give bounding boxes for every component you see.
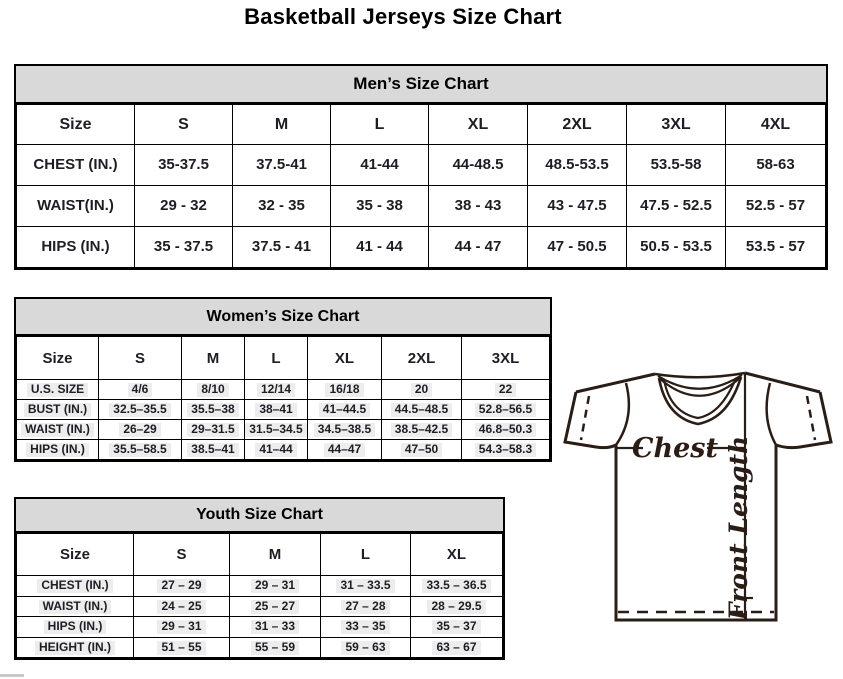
- value-cell: 33.5 – 36.5: [411, 576, 503, 597]
- value-cell: 41 - 44: [331, 227, 429, 268]
- value-cell: 28 – 29.5: [411, 596, 503, 617]
- table-row: [17, 227, 826, 268]
- row-label-cell: WAIST (IN.): [17, 596, 134, 617]
- value-cell: 37.5-41: [233, 145, 331, 186]
- value-cell: 53.5 - 57: [726, 227, 826, 268]
- value-cell: 37.5 - 41: [233, 227, 331, 268]
- value-cell: 41–44.5: [308, 400, 382, 420]
- value-cell: 31.5–34.5: [245, 420, 308, 440]
- value-cell: 27 – 29: [134, 576, 230, 597]
- size-header-cell: S: [99, 337, 182, 380]
- value-cell: 32 - 35: [233, 186, 331, 227]
- row-label-cell: HIPS (IN.): [17, 440, 99, 460]
- value-cell: 44.5–48.5: [382, 400, 462, 420]
- size-header-row: [17, 105, 826, 145]
- jersey-diagram-svg: [556, 360, 840, 632]
- row-label-cell: HEIGHT (IN.): [17, 637, 134, 658]
- value-cell: 44 - 47: [429, 227, 528, 268]
- value-cell: 22: [462, 380, 550, 400]
- size-header-cell: Size: [17, 337, 99, 380]
- collar-top-edge: [655, 373, 745, 377]
- value-cell: 24 – 25: [134, 596, 230, 617]
- value-cell: 32.5–35.5: [99, 400, 182, 420]
- right-cuff-dashed-line: [807, 396, 815, 440]
- value-cell: 58-63: [726, 145, 826, 186]
- value-cell: 8/10: [182, 380, 245, 400]
- value-cell: 47 - 50.5: [528, 227, 627, 268]
- front-length-label: Front Length: [724, 435, 753, 621]
- left-cuff-dashed-line: [581, 396, 589, 440]
- value-cell: 44-48.5: [429, 145, 528, 186]
- value-cell: 29 – 31: [230, 576, 321, 597]
- size-header-cell: 2XL: [528, 105, 627, 145]
- size-header-cell: 3XL: [462, 337, 550, 380]
- page-title: Basketball Jerseys Size Chart: [244, 4, 562, 29]
- size-header-cell: S: [135, 105, 233, 145]
- youth-chart-title: Youth Size Chart: [16, 499, 503, 533]
- value-cell: 25 – 27: [230, 596, 321, 617]
- value-cell: 59 – 63: [321, 637, 411, 658]
- size-header-cell: XL: [429, 105, 528, 145]
- value-cell: 34.5–38.5: [308, 420, 382, 440]
- value-cell: 47.5 - 52.5: [627, 186, 726, 227]
- womens-chart-title: Women’s Size Chart: [16, 299, 550, 336]
- jersey-right-sleeve: [776, 392, 831, 448]
- value-cell: 4/6: [99, 380, 182, 400]
- value-cell: 48.5-53.5: [528, 145, 627, 186]
- size-header-cell: 3XL: [627, 105, 726, 145]
- table-row: [17, 420, 550, 440]
- value-cell: 33 – 35: [321, 617, 411, 638]
- mens-chart-title: Men’s Size Chart: [16, 66, 826, 104]
- youth-size-table: [16, 533, 503, 658]
- size-header-cell: Size: [17, 534, 134, 576]
- value-cell: 44–47: [308, 440, 382, 460]
- value-cell: 55 – 59: [230, 637, 321, 658]
- value-cell: 35 - 38: [331, 186, 429, 227]
- row-label-cell: HIPS (IN.): [17, 617, 134, 638]
- left-armhole-seam: [616, 383, 629, 445]
- value-cell: 47–50: [382, 440, 462, 460]
- value-cell: 52.8–56.5: [462, 400, 550, 420]
- size-header-row: [17, 337, 550, 380]
- table-row: [17, 380, 550, 400]
- jersey-left-sleeve: [565, 392, 616, 448]
- value-cell: 38–41: [245, 400, 308, 420]
- mens-size-table: [16, 104, 826, 268]
- value-cell: 63 – 67: [411, 637, 503, 658]
- size-header-cell: S: [134, 534, 230, 576]
- row-label-cell: U.S. SIZE: [17, 380, 99, 400]
- womens-size-table: [16, 336, 550, 460]
- value-cell: 38 - 43: [429, 186, 528, 227]
- table-row: [17, 440, 550, 460]
- value-cell: 29 - 32: [135, 186, 233, 227]
- value-cell: 35 – 37: [411, 617, 503, 638]
- value-cell: 35.5–58.5: [99, 440, 182, 460]
- table-row: [17, 617, 503, 638]
- value-cell: 46.8–50.3: [462, 420, 550, 440]
- row-label-cell: WAIST (IN.): [17, 420, 99, 440]
- table-row: [17, 186, 826, 227]
- row-label-cell: WAIST(IN.): [17, 186, 135, 227]
- youth-size-chart: [14, 497, 505, 660]
- table-row: [17, 596, 503, 617]
- size-header-cell: L: [331, 105, 429, 145]
- value-cell: 26–29: [99, 420, 182, 440]
- row-label-cell: BUST (IN.): [17, 400, 99, 420]
- size-header-cell: M: [230, 534, 321, 576]
- value-cell: 29–31.5: [182, 420, 245, 440]
- table-row: [17, 637, 503, 658]
- size-header-cell: 2XL: [382, 337, 462, 380]
- scrollbar-fragment: [0, 674, 24, 677]
- row-label-cell: CHEST (IN.): [17, 576, 134, 597]
- size-header-cell: M: [182, 337, 245, 380]
- size-header-cell: M: [233, 105, 331, 145]
- value-cell: 41–44: [245, 440, 308, 460]
- value-cell: 16/18: [308, 380, 382, 400]
- size-header-cell: L: [321, 534, 411, 576]
- value-cell: 52.5 - 57: [726, 186, 826, 227]
- size-header-cell: XL: [411, 534, 503, 576]
- value-cell: 53.5-58: [627, 145, 726, 186]
- value-cell: 54.3–58.3: [462, 440, 550, 460]
- value-cell: 35.5–38: [182, 400, 245, 420]
- value-cell: 35 - 37.5: [135, 227, 233, 268]
- size-header-cell: L: [245, 337, 308, 380]
- value-cell: 38.5–42.5: [382, 420, 462, 440]
- row-label-cell: HIPS (IN.): [17, 227, 135, 268]
- value-cell: 50.5 - 53.5: [627, 227, 726, 268]
- table-row: [17, 145, 826, 186]
- value-cell: 41-44: [331, 145, 429, 186]
- value-cell: 29 – 31: [134, 617, 230, 638]
- row-label-cell: CHEST (IN.): [17, 145, 135, 186]
- value-cell: 38.5–41: [182, 440, 245, 460]
- value-cell: 20: [382, 380, 462, 400]
- table-row: [17, 400, 550, 420]
- jersey-measurement-diagram: [556, 360, 840, 632]
- chest-label: Chest: [632, 433, 718, 464]
- value-cell: 51 – 55: [134, 637, 230, 658]
- table-row: [17, 576, 503, 597]
- value-cell: 31 – 33.5: [321, 576, 411, 597]
- value-cell: 12/14: [245, 380, 308, 400]
- mens-size-chart: [14, 64, 828, 270]
- size-header-cell: 4XL: [726, 105, 826, 145]
- value-cell: 31 – 33: [230, 617, 321, 638]
- size-header-cell: Size: [17, 105, 135, 145]
- right-armhole-seam: [767, 383, 776, 445]
- size-header-row: [17, 534, 503, 576]
- value-cell: 35-37.5: [135, 145, 233, 186]
- value-cell: 27 – 28: [321, 596, 411, 617]
- womens-size-chart: [14, 297, 552, 462]
- value-cell: 43 - 47.5: [528, 186, 627, 227]
- size-header-cell: XL: [308, 337, 382, 380]
